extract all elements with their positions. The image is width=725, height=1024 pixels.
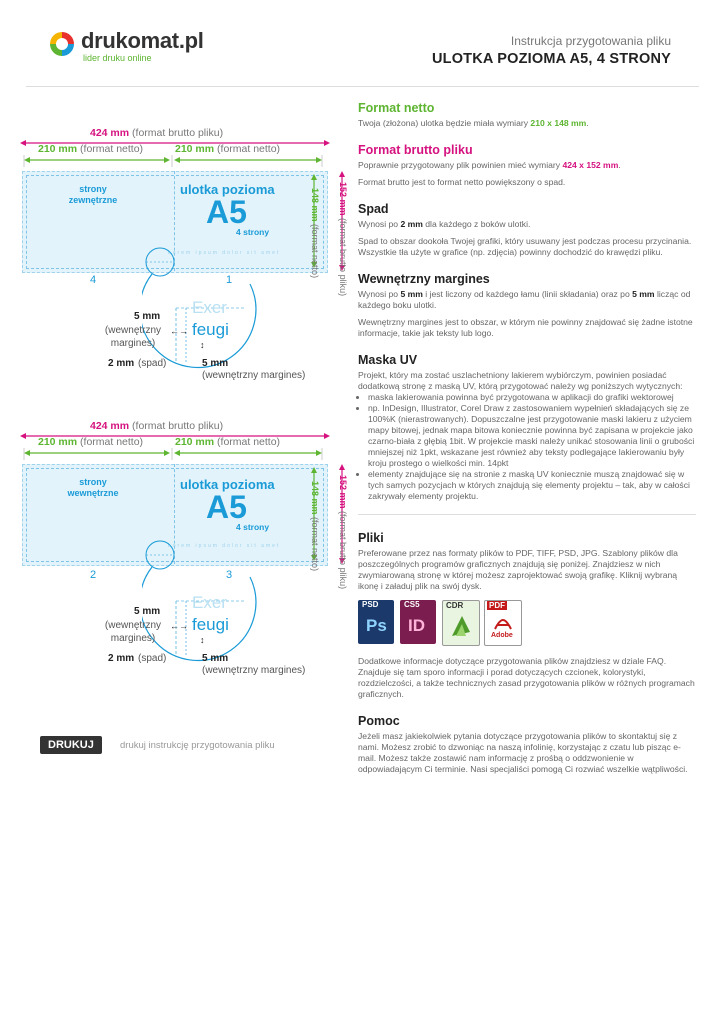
margin-arrow-v: ↕	[200, 340, 205, 350]
dim-total-2-note: (format brutto pliku)	[132, 420, 224, 432]
zoom-text-1-2: Exer	[192, 593, 227, 612]
dim-height-netto-2	[310, 481, 320, 571]
logo-name: drukomat.pl	[81, 28, 204, 53]
dim-total-value: 424 mm	[90, 127, 130, 139]
dim-half-left-2	[38, 436, 143, 448]
brutto-value: 424 x 152 mm	[562, 160, 619, 170]
indesign-icon[interactable]	[400, 600, 436, 644]
help-title: Pomoc	[358, 714, 400, 728]
files-title: Pliki	[358, 531, 384, 545]
acrobat-icon	[493, 613, 513, 631]
photoshop-icon-glyph: Ps	[366, 616, 387, 635]
dim-half-right	[175, 143, 280, 155]
margin-title: Wewnętrzny margines	[358, 272, 490, 286]
panel-left-label: strony zewnętrzne	[68, 184, 118, 205]
coreldraw-icon[interactable]	[442, 600, 478, 644]
margin-text-a: Wynosi po	[358, 289, 401, 299]
margin-val2: 5 mm	[632, 289, 655, 299]
margin-arrow-v-2: ↕	[200, 635, 205, 645]
dim-half-arrows-2	[20, 448, 330, 460]
zoom-text-1: Exer	[192, 298, 227, 317]
indesign-icon-label: CS5	[404, 600, 420, 609]
spad-label-2: (spad)	[138, 653, 167, 664]
netto-value: 210 x 148 mm	[530, 118, 587, 128]
pdf-icon-glyph: Adobe	[491, 632, 513, 639]
photoshop-icon-label: PSD	[362, 600, 379, 609]
product-format: A5	[206, 194, 247, 230]
uv-item: • elementy znajdujące się na stronie z maską UV koniecznie muszą znajdować się w tych samych pozycjach w których znajdują się elementy projektu – tak, aby w całości zakrywały elementy projektu.	[368, 469, 696, 502]
print-button[interactable]: DRUKUJ	[40, 736, 102, 754]
spad-label: (spad)	[138, 358, 167, 369]
dim-half-left-value: 210 mm	[38, 143, 78, 155]
dim-half-left-2-value: 210 mm	[38, 436, 78, 448]
uv-intro: Projekt, który ma zostać uszlachetniony lakierem wybiórczym, powinien posiadać dodatkową stronę z maską UV, którą przygotować należy wg poniższych wytycznych:	[358, 370, 683, 391]
diagram-bottom	[20, 417, 360, 687]
uv-list	[358, 392, 696, 502]
spad-text	[358, 219, 696, 230]
margin-val1: 5 mm	[400, 289, 423, 299]
dim-height-brutto-2	[338, 475, 348, 589]
dim-height-brutto-value: 152 mm	[338, 182, 348, 216]
dim-height-brutto-2-value: 152 mm	[338, 475, 348, 509]
spad-value-text: 2 mm	[400, 219, 423, 229]
coreldraw-glyph-icon	[450, 614, 472, 638]
files-text: Preferowane przez nas formaty plików to PDF, TIFF, PSD, JPG. Szablony plików dla poszczególnych programów graficznych znajdują się poniżej. Znajdziesz w nich zwymiarowaną stronę w której możesz zaprojektować swoją grafikę. Kliknij wybraną ikonę i załaduj plik na swój dysk.	[358, 548, 678, 591]
margin-arrow-h-2: ←→	[170, 621, 188, 631]
page-number-right-2: 3	[226, 569, 233, 581]
info-column	[358, 101, 696, 775]
page-number-right: 1	[226, 274, 233, 286]
logo-tagline: lider druku online	[83, 53, 152, 63]
coreldraw-icon-label: CDR	[446, 601, 464, 610]
dim-height-brutto-2-note: (format brutto pliku)	[338, 511, 348, 590]
margin-text2: Wewnętrzny margines jest to obszar, w którym nie powinny znajdować się żadne istotne informacje, takie jak teksty lub logo.	[358, 317, 693, 338]
photoshop-icon[interactable]	[358, 600, 394, 644]
lorem-sample: Lorem ipsum dolor sit amet	[168, 250, 281, 256]
dim-height-netto	[310, 188, 320, 278]
brutto-text2: Format brutto jest to format netto powiększony o spad.	[358, 177, 566, 187]
margin-label-left-2: (wewnętrzny margines)	[104, 620, 162, 644]
dim-half-left-note: (format netto)	[80, 143, 144, 155]
dim-half-arrows	[20, 155, 330, 167]
dim-half-right-value: 210 mm	[175, 143, 215, 155]
margin-label-bottom: (wewnętrzny margines)	[202, 370, 306, 381]
diagram-top	[20, 124, 360, 394]
dim-height-netto-2-value: 148 mm	[310, 481, 320, 515]
spad-title: Spad	[358, 202, 389, 216]
margin-5mm-left: 5 mm	[134, 311, 161, 322]
dim-half-left-2-note: (format netto)	[80, 436, 144, 448]
product-pages: 4 strony	[236, 227, 270, 237]
dim-half-right-2-value: 210 mm	[175, 436, 215, 448]
brutto-text-post: .	[618, 160, 621, 170]
dim-half-right-2-note: (format netto)	[217, 436, 281, 448]
indesign-icon-glyph: ID	[408, 616, 425, 635]
spad-text-post: dla każdego z boków ulotki.	[422, 219, 531, 229]
dim-half-right-2	[175, 436, 280, 448]
logo-icon	[48, 30, 76, 58]
dim-half-left	[38, 143, 143, 155]
zoom-text-2: feugi	[192, 320, 229, 339]
brutto-title: Format brutto pliku	[358, 143, 473, 157]
dim-height-netto-2-note: (format netto)	[310, 517, 320, 572]
margin-label-left: (wewnętrzny margines)	[104, 325, 162, 349]
doc-title: ULOTKA POZIOMA A5, 4 STRONY	[431, 51, 671, 67]
margin-5mm-bottom-2: 5 mm	[202, 653, 229, 664]
margin-arrow-h: ←→	[170, 326, 188, 336]
zoom-text-2-2: feugi	[192, 615, 229, 634]
margin-5mm-bottom: 5 mm	[202, 358, 229, 369]
dim-height-brutto	[338, 182, 348, 296]
files-text2: Dodatkowe informacje dotyczące przygotowania plików znajdziesz w dziale FAQ. Znajduje się tam sporo informacji i porad dotyczących czcionek, kolorystyki, rozdzielczości, a także technicznych zasad przygotowania plików w różnych programach graficznych.	[358, 656, 695, 699]
dim-height-netto-note: (format netto)	[310, 224, 320, 279]
brutto-text	[358, 160, 696, 171]
uv-item: • np. InDesign, Illustrator, Corel Draw z zastosowaniem wypełnień składających się ze 100%K (nierastrowanych). Dopuszczalne jest przygotowanie maski lakieru z użyciem mapy bitowej, jednak mapa bitowa koniecznie powinna być zapisana w projekcie jako czarno-biała z głębią 1bit. W projekcie maski należy unikać stosowania linii o grubości mniejszej niż 1pkt, wskazane jest również aby teksty podlegające lakierowaniu były kroju prostego o wielkości min. 14pkt	[368, 403, 696, 469]
file-icons-row	[358, 600, 696, 650]
lorem-sample-2: Lorem ipsum dolor sit amet	[168, 543, 281, 549]
logo[interactable]	[48, 28, 208, 68]
netto-text	[358, 118, 696, 129]
product-name: ulotka pozioma	[180, 182, 275, 197]
brutto-text-pre: Poprawnie przygotowany plik powinien mieć wymiary	[358, 160, 563, 170]
dim-total-note: (format brutto pliku)	[132, 127, 224, 139]
dim-height-netto-value: 148 mm	[310, 188, 320, 222]
dim-half-right-note: (format netto)	[217, 143, 281, 155]
margin-5mm-left-2: 5 mm	[134, 606, 161, 617]
uv-item: • maska lakierowania powinna być przygotowana w aplikacji do grafiki wektorowej	[368, 392, 696, 403]
product-pages-2: 4 strony	[236, 522, 270, 532]
help-text: Jeżeli masz jakiekolwiek pytania dotyczące przygotowania plików to skontaktuj się z nami. Możesz zrobić to dzwoniąc na naszą infolinię, korzystając z czatu lub pisząc e-mail. Możesz także zostawić nam informację z prośbą o oddzwonienie w odpowiadającym Ci terminie. Nasi specjaliści pomogą Ci rozwiać wszelkie wątpliwości.	[358, 731, 688, 774]
product-format-2: A5	[206, 489, 247, 525]
pdf-icon[interactable]	[484, 600, 520, 644]
pdf-icon-label: PDF	[489, 601, 505, 610]
dim-total-2-value: 424 mm	[90, 420, 130, 432]
netto-text-post: .	[586, 118, 589, 128]
page-number-left: 4	[90, 274, 97, 286]
spad-text2: Spad to obszar dookoła Twojej grafiki, który usuwany jest podczas procesu przycinania. Wszystkie tła użyte w grafice (np. zdjęcia) powinny dochodzić do krawędzi pliku.	[358, 236, 692, 257]
margin-text-b: i jest liczony od każdego łamu (linii składania) oraz po	[422, 289, 633, 299]
panel-left-label-2: strony wewnętrzne	[67, 477, 119, 498]
header-divider	[26, 86, 699, 87]
spad-value-2: 2 mm	[108, 653, 135, 664]
dim-height-brutto-note: (format brutto pliku)	[338, 218, 348, 297]
doc-subtitle: Instrukcja przygotowania pliku	[510, 34, 671, 48]
uv-title: Maska UV	[358, 353, 418, 367]
margin-label-bottom-2: (wewnętrzny margines)	[202, 665, 306, 676]
netto-text-pre: Twoja (złożona) ulotka będzie miała wymiary	[358, 118, 531, 128]
product-name-2: ulotka pozioma	[180, 477, 275, 492]
spad-text-pre: Wynosi po	[358, 219, 401, 229]
print-label[interactable]: drukuj instrukcję przygotowania pliku	[120, 740, 275, 751]
netto-title: Format netto	[358, 101, 435, 115]
margin-text	[358, 289, 696, 311]
margin-text-c: licząc od każdego boku ulotki.	[358, 289, 691, 310]
section-divider	[358, 514, 696, 515]
spad-value: 2 mm	[108, 358, 135, 369]
page-number-left-2: 2	[90, 569, 97, 581]
